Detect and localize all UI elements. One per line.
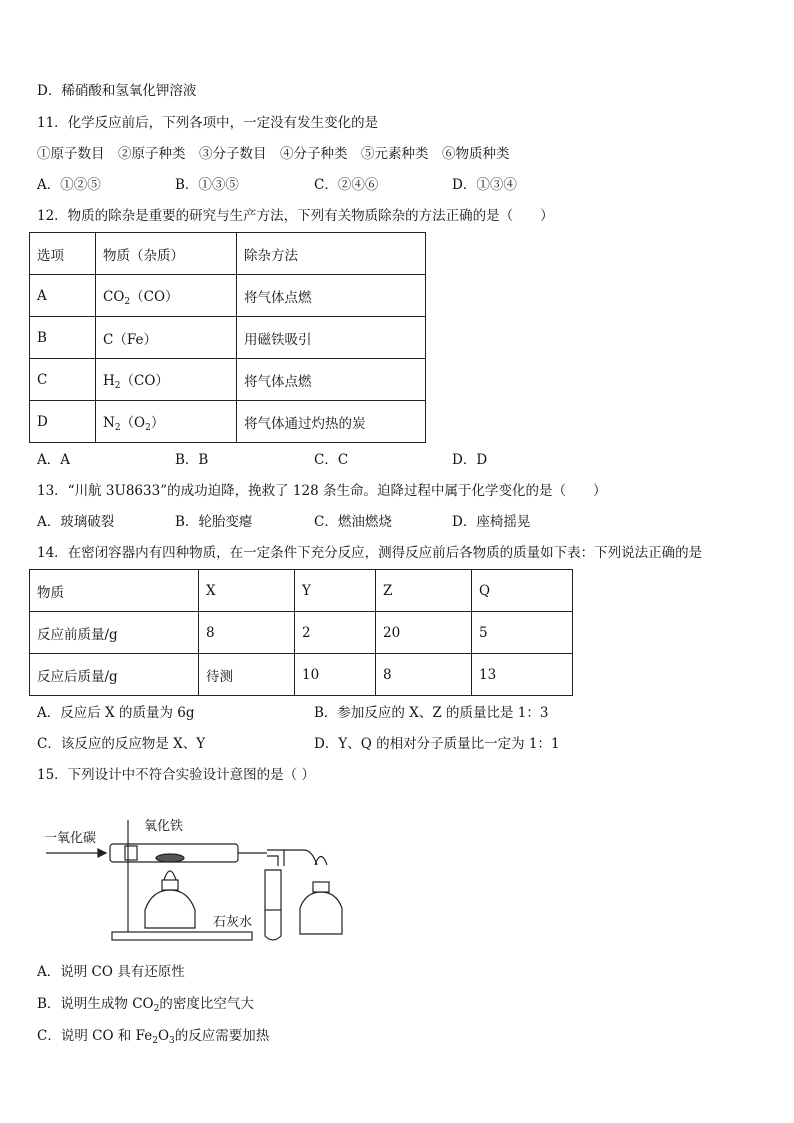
table-row [30,570,573,612]
table-cell: C [30,359,96,401]
table-cell: 2 [295,612,376,654]
table-header: 物质 [30,570,199,612]
q13-option-b: B．轮胎变瘪 [175,514,253,530]
table-header: Y [295,570,376,612]
q15-stem: 15．下列设计中不符合实验设计意图的是（ ） [37,767,315,783]
q11-stem: 11．化学反应前后，下列各项中，一定没有发生变化的是 [37,115,379,131]
q14-option-a: A．反应后 X 的质量为 6g [37,705,195,721]
q10-option-d: D．稀硝酸和氢氧化钾溶液 [37,83,197,99]
q11-option-b: B．①③⑤ [175,177,239,193]
table-row [30,359,426,401]
table-row [30,317,426,359]
table-cell: 将气体点燃 [237,275,426,317]
test-tube [265,870,281,940]
label-co: 一氧化碳 [44,831,97,846]
stand-base [112,932,252,940]
q11-option-d: D．①③④ [452,177,517,193]
table-header: 除杂方法 [237,233,426,275]
q15-option-b: B．说明生成物 $CO_2$的密度比空气大 [37,996,254,1014]
q12-option-b: B．B [175,452,209,468]
table-header: X [199,570,295,612]
q11-items: ①原子数目 ②原子种类 ③分子数目 ④分子种类 ⑤元素种类 ⑥物质种类 [37,146,510,162]
table-cell: 用磁铁吸引 [237,317,426,359]
alcohol-lamp [145,890,195,928]
table-cell: 将气体通过灼热的炭 [237,401,426,443]
table-row [30,654,573,696]
table-cell: 10 [295,654,376,696]
table-cell: 13 [472,654,573,696]
q11-option-a: A．①②⑤ [37,177,101,193]
table-cell: 待测 [199,654,295,696]
table-cell: 反应前质量/g [30,612,199,654]
q12-table [29,232,426,443]
q11-option-c: C．②④⑥ [314,177,379,193]
table-cell: 8 [199,612,295,654]
q12-option-d: D．D [452,452,488,468]
q14-option-d: D．Y、Q 的相对分子质量比一定为 1：1 [314,736,560,752]
q12-option-c: C．C [314,452,349,468]
q13-option-a: A．玻璃破裂 [37,514,115,530]
table-header: 选项 [30,233,96,275]
alcohol-lamp [300,892,342,934]
q14-table [29,569,573,696]
label-limewater: 石灰水 [213,915,253,930]
table-cell: 5 [472,612,573,654]
label-iron-oxide: 氧化铁 [144,819,184,834]
q14-option-c: C．该反应的反应物是 X、Y [37,736,206,752]
table-cell: D [30,401,96,443]
co-reduction-apparatus-figure [42,810,362,950]
table-cell: $CO_2(CO)$ [96,275,237,317]
q13-option-d: D．座椅摇晃 [452,514,531,530]
table-cell: 将气体点燃 [237,359,426,401]
table-header: Z [376,570,472,612]
table-row [30,612,573,654]
q12-stem: 12．物质的除杂是重要的研究与生产方法，下列有关物质除杂的方法正确的是（ ） [37,208,554,224]
q13-stem: 13．“川航 3U8633”的成功迫降，挽救了 128 条生命。迫降过程中属于化学变化的是（ ） [37,483,607,499]
table-cell: 反应后质量/g [30,654,199,696]
q13-option-c: C．燃油燃烧 [314,514,392,530]
iron-oxide-powder [156,854,184,862]
q12-option-a: A．A [37,452,70,468]
table-row [30,233,426,275]
table-row [30,275,426,317]
table-cell: 20 [376,612,472,654]
table-header: 物质（杂质） [96,233,237,275]
q15-option-a: A．说明 CO 具有还原性 [37,964,185,980]
table-cell: C（Fe） [96,317,237,359]
table-cell: A [30,275,96,317]
table-cell: $H_2(CO)$ [96,359,237,401]
table-cell: 8 [376,654,472,696]
table-cell: $N_2(O_2)$ [96,401,237,443]
q15-option-c: C．说明 CO 和 $Fe_2O_3$的反应需要加热 [37,1028,270,1046]
q14-option-b: B．参加反应的 X、Z 的质量比是 1：3 [314,705,549,721]
table-row [30,401,426,443]
q14-stem: 14．在密闭容器内有四种物质，在一定条件下充分反应，测得反应前后各物质的质量如下表：下列说法正确的是 [37,545,703,561]
table-cell: B [30,317,96,359]
table-header: Q [472,570,573,612]
